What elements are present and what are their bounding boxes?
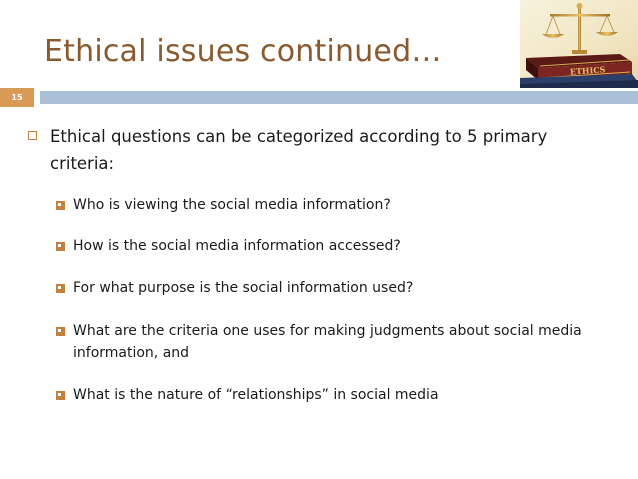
filled-square-bullet-icon xyxy=(56,242,65,251)
book-spine-label: ETHICS xyxy=(569,64,606,77)
filled-square-bullet-icon xyxy=(56,284,65,293)
filled-square-bullet-icon xyxy=(56,391,65,400)
hollow-square-bullet-icon xyxy=(28,131,37,140)
sub-bullet-3: For what purpose is the social information used? xyxy=(73,280,414,296)
slide-title: Ethical issues continued… xyxy=(44,34,442,69)
filled-square-bullet-icon xyxy=(56,201,65,210)
sub-bullet-1: Who is viewing the social media information? xyxy=(73,197,391,213)
sub-bullet-2: How is the social media information accessed? xyxy=(73,238,401,254)
filled-square-bullet-icon xyxy=(56,327,65,336)
slide-number: 15 xyxy=(11,93,23,102)
sub-bullet-4: What are the criteria one uses for making judgments about social media information, and xyxy=(73,323,582,361)
sub-bullet-5: What is the nature of “relationships” in social media xyxy=(73,387,439,403)
main-bullet-text: Ethical questions can be categorized according to 5 primary criteria: xyxy=(50,127,548,173)
